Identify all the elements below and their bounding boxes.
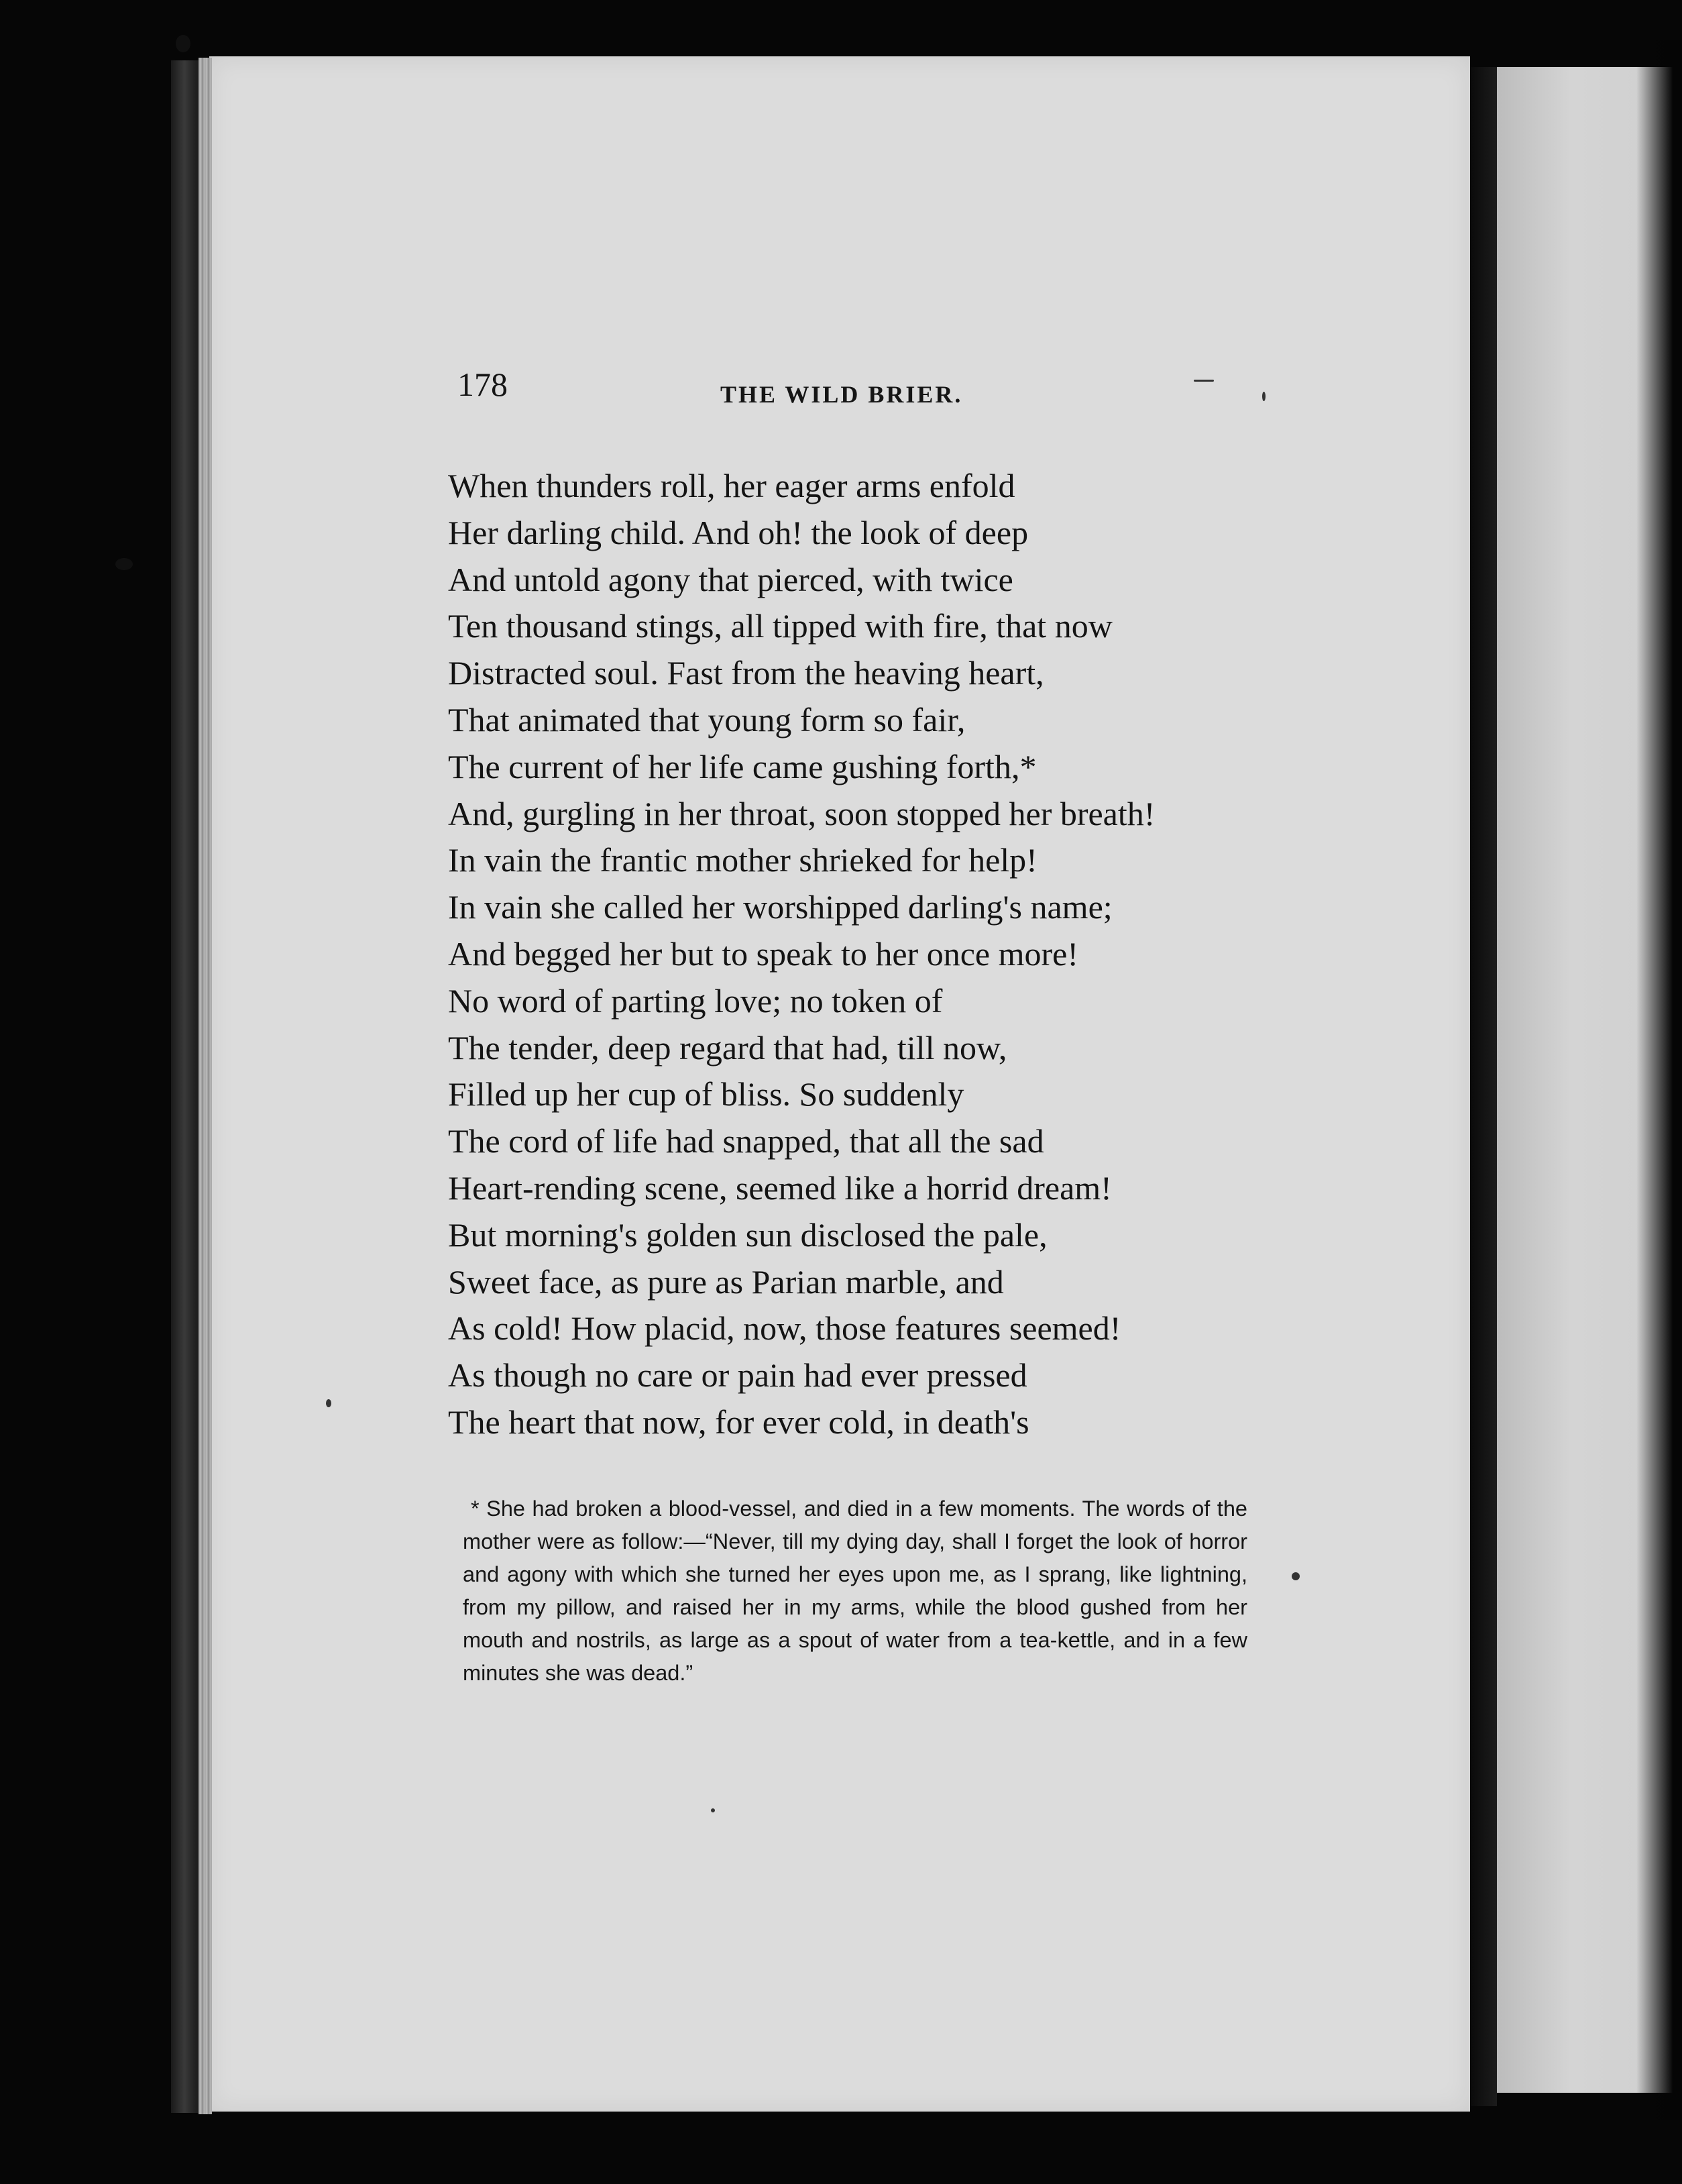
footnote: * She had broken a blood-vessel, and died in a few moments. The words of the mother were as follow:—“Never, till my dying day, shall I forget the look of horror and agony with which she turned her eyes upon me, as I sprang, like lightning, from my pillow, and raised her in my arms, while the blood gushed from her mouth and nostrils, as large as a spout of water from a tea-kettle, and in a few minutes she was dead.” — [463, 1496, 1247, 1685]
poem-line: Sweet face, as pure as Parian marble, and — [448, 1262, 1004, 1301]
poem-line: No word of parting love; no token of — [448, 981, 943, 1020]
poem — [448, 463, 1273, 1446]
poem-line: Ten thousand stings, all tipped with fire, that now — [448, 607, 1113, 645]
dust-speck — [1292, 1572, 1300, 1580]
dust-speck — [1194, 380, 1214, 382]
poem-line: In vain the frantic mother shrieked for help! — [448, 841, 1038, 879]
poem-line: But morning's golden sun disclosed the pale, — [448, 1215, 1048, 1254]
poem-line: Distracted soul. Fast from the heaving heart, — [448, 654, 1044, 692]
poem-line: Heart-rending scene, seemed like a horrid dream! — [448, 1168, 1112, 1207]
poem-line: Her darling child. And oh! the look of deep — [448, 513, 1029, 551]
poem-line: And, gurgling in her throat, soon stopped her breath! — [448, 794, 1156, 832]
page-number: 178 — [457, 366, 508, 403]
poem-line: The cord of life had snapped, that all the sad — [448, 1122, 1044, 1160]
poem-line: In vain she called her worshipped darling's name; — [448, 888, 1113, 926]
poem-line: That animated that young form so fair, — [448, 700, 966, 739]
poem-line: As though no care or pain had ever pressed — [448, 1356, 1027, 1395]
poem-line: As cold! How placid, now, those features seemed! — [448, 1309, 1121, 1348]
poem-line: The heart that now, for ever cold, in death's — [448, 1403, 1029, 1441]
poem-line: The tender, deep regard that had, till now, — [448, 1028, 1007, 1067]
poem-line: When thunders roll, her eager arms enfold — [448, 467, 1015, 504]
page-edge-strips — [199, 58, 212, 2114]
running-head: THE WILD BRIER. — [720, 381, 963, 408]
dust-speck — [326, 1399, 331, 1407]
dust-speck — [176, 35, 190, 52]
adjacent-page-shadow — [1636, 40, 1682, 2120]
poem-line: The current of her life came gushing forth,* — [448, 747, 1037, 785]
dust-speck — [711, 1808, 715, 1812]
dust-speck — [1262, 392, 1266, 401]
poem-line: And begged her but to speak to her once more! — [448, 934, 1078, 973]
poem-line: And untold agony that pierced, with twice — [448, 560, 1013, 598]
poem-line: Filled up her cup of bliss. So suddenly — [448, 1075, 964, 1113]
gutter-shadow — [1470, 67, 1497, 2106]
dust-speck — [115, 558, 133, 570]
